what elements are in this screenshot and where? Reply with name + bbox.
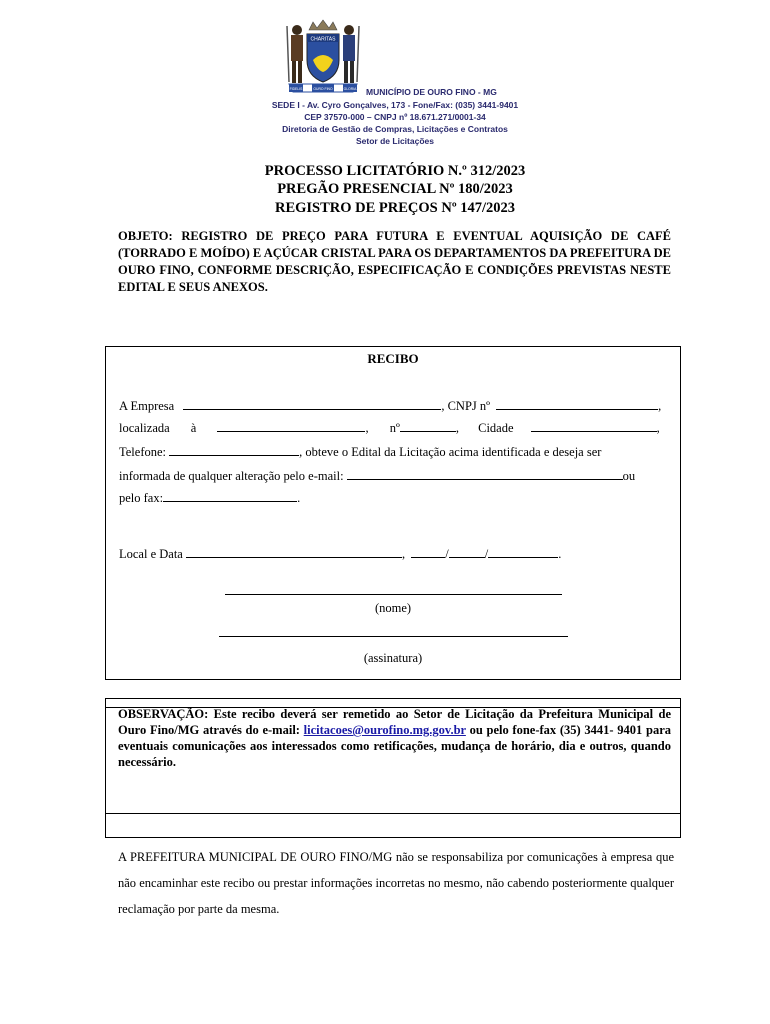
empresa-blank[interactable] — [183, 398, 441, 410]
header-municipality: MUNICÍPIO DE OURO FINO - MG — [366, 87, 497, 97]
obteve-text: , obteve o Edital da Licitação acima identificada e deseja ser — [299, 445, 602, 459]
local-data-label: Local e Data — [119, 547, 183, 561]
observacao-text-part1: Este recibo deverá ser remetido ao Setor de Licitação da Prefeitura Municipal de Ouro Fino/MG através do e-mail: — [118, 707, 671, 737]
header-cep-cnpj: CEP 37570-000 – CNPJ nº 18.671.271/0001-34 — [304, 112, 486, 122]
date-sep: / — [445, 547, 449, 561]
endereco-blank[interactable] — [217, 420, 365, 432]
recibo-form-box — [105, 346, 681, 680]
period: . — [558, 547, 562, 561]
recibo-line-fax — [119, 490, 300, 506]
year-blank[interactable] — [488, 546, 558, 558]
nome-label: (nome) — [374, 601, 412, 615]
period: . — [297, 491, 301, 505]
title-processo: PROCESSO LICITATÓRIO N.º 312/2023 — [264, 163, 526, 179]
svg-text:CHARITAS: CHARITAS — [310, 36, 336, 43]
recibo-line-telefone — [119, 444, 601, 460]
numero-blank[interactable] — [400, 420, 456, 432]
empresa-label: A Empresa — [119, 399, 175, 413]
svg-text:OURO FINO: OURO FINO — [313, 87, 333, 91]
a-label: à — [190, 421, 197, 435]
email-blank[interactable] — [347, 468, 623, 480]
cnpj-label: , CNPJ nº — [441, 399, 491, 413]
fax-blank[interactable] — [163, 490, 297, 502]
comma: , — [401, 547, 406, 561]
observacao-bottom-divider — [105, 813, 681, 814]
observacao-text — [118, 706, 671, 770]
header-address: SEDE I - Av. Cyro Gonçalves, 173 - Fone/Fax: (035) 3441-9401 — [271, 100, 519, 110]
assinatura-label: (assinatura) — [363, 651, 423, 665]
localizada-label: localizada — [119, 421, 170, 435]
assinatura-signature-line[interactable] — [219, 636, 568, 637]
numero-label: nº — [389, 421, 400, 435]
recibo-line-local-data — [119, 546, 561, 562]
fax-label: pelo fax: — [119, 491, 164, 505]
observacao-lead: OBSERVAÇÃO: — [118, 707, 209, 721]
email-link[interactable]: licitacoes@ourofino.mg.gov.br — [303, 723, 466, 737]
cnpj-blank[interactable] — [496, 398, 658, 410]
comma: , — [455, 421, 459, 435]
svg-text:GLORIA: GLORIA — [343, 87, 357, 91]
title-registro: REGISTRO DE PREÇOS Nº 147/2023 — [274, 200, 516, 216]
header-directorate: Diretoria de Gestão de Compras, Licitações e Contratos — [282, 124, 508, 134]
local-blank[interactable] — [186, 546, 402, 558]
month-blank[interactable] — [449, 546, 485, 558]
comma: , — [658, 399, 662, 413]
recibo-line-empresa — [119, 398, 661, 414]
ou-text: ou — [622, 469, 636, 483]
day-blank[interactable] — [411, 546, 445, 558]
header-sector: Setor de Licitações — [356, 136, 434, 146]
informada-text: informada de qualquer alteração pelo e-mail: — [119, 469, 344, 483]
cidade-blank[interactable] — [531, 420, 657, 432]
cidade-label: Cidade — [478, 421, 514, 435]
telefone-label: Telefone: — [119, 445, 167, 459]
comma: , — [365, 421, 369, 435]
telefone-blank[interactable] — [169, 444, 299, 456]
recibo-title: RECIBO — [367, 351, 419, 366]
observacao-text-part2: ou pelo fone-fax (35) 3441- 9401 para eventuais comunicações aos interessados como retificações, mudança de horário, dia e outros, quando necessário. — [118, 723, 672, 769]
right-figure-icon — [343, 25, 359, 83]
recibo-line-email — [119, 468, 635, 484]
recibo-line-localizada — [119, 420, 660, 436]
svg-text:FIDELIS: FIDELIS — [289, 87, 303, 91]
title-pregao: PREGÃO PRESENCIAL Nº 180/2023 — [277, 181, 513, 197]
objeto-paragraph: OBJETO: REGISTRO DE PREÇO PARA FUTURA E EVENTUAL AQUISIÇÃO DE CAFÉ (TORRADO E MOÍDO) E AÇÚCAR CRISTAL PARA OS DEPARTAMENTOS DA PREFEITURA DE OURO FINO, CONFORME DESCRIÇÃO, ESPECIFICAÇÃO E CONDIÇÕES PREVISTAS NESTE EDITAL E SEUS ANEXOS. — [118, 229, 671, 294]
date-sep: / — [484, 547, 489, 561]
nome-signature-line[interactable] — [225, 594, 562, 595]
footer-paragraph: A PREFEITURA MUNICIPAL DE OURO FINO/MG não se responsabiliza por comunicações à empresa que não encaminhar este recibo ou prestar informações incorretas no mesmo, não cabendo posteriormente qualquer reclamação por parte da mesma. — [118, 850, 674, 916]
comma: , — [656, 421, 660, 435]
left-figure-icon — [287, 25, 303, 83]
municipal-coat-of-arms-logo — [283, 16, 363, 98]
